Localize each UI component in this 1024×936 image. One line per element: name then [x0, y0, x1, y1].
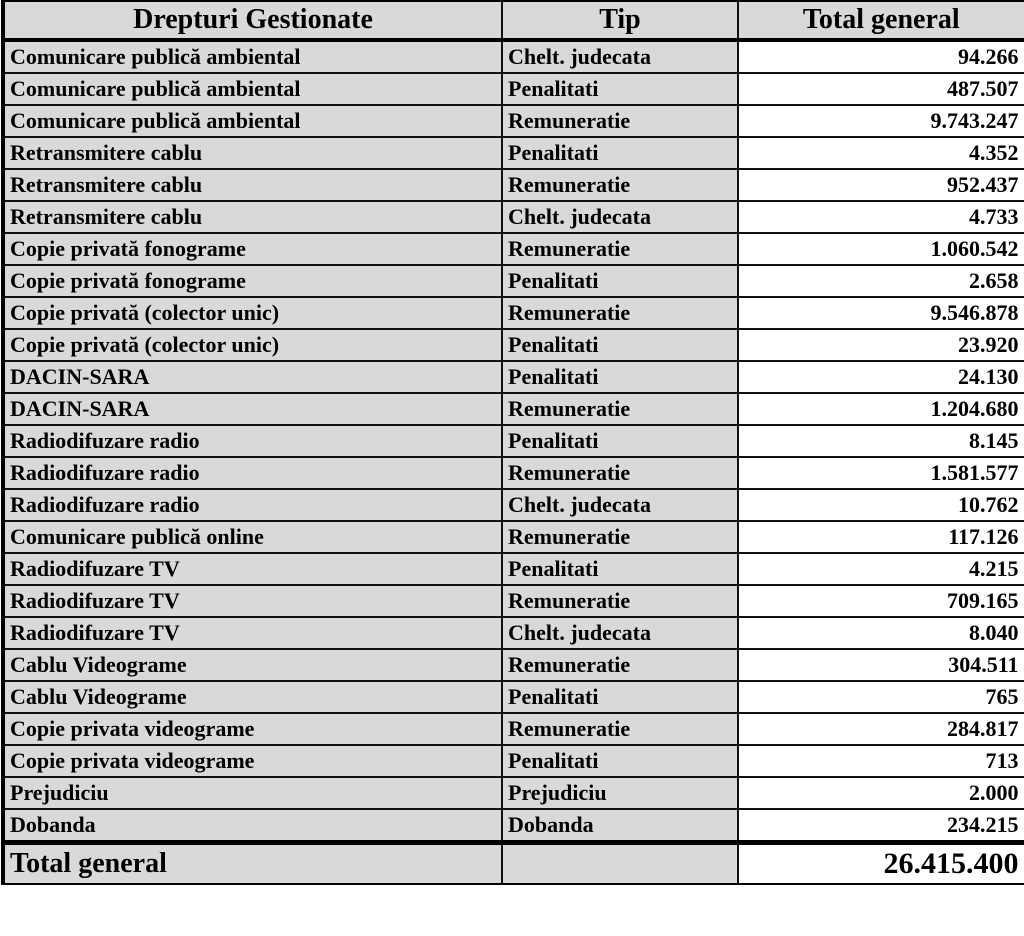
cell-drept: Comunicare publică online: [3, 521, 502, 553]
cell-total: 4.733: [738, 201, 1024, 233]
cell-tip: Penalitati: [502, 265, 738, 297]
cell-drept: Cablu Videograme: [3, 681, 502, 713]
table-row: [3, 233, 1024, 265]
cell-total: 9.743.247: [738, 105, 1024, 137]
table-row: [3, 585, 1024, 617]
cell-total: 1.204.680: [738, 393, 1024, 425]
cell-tip: Remuneratie: [502, 105, 738, 137]
cell-total: 4.352: [738, 137, 1024, 169]
table-row: [3, 361, 1024, 393]
cell-tip: Prejudiciu: [502, 777, 738, 809]
cell-drept: Retransmitere cablu: [3, 201, 502, 233]
cell-drept: Copie privată (colector unic): [3, 329, 502, 361]
cell-total: 304.511: [738, 649, 1024, 681]
cell-total: 2.658: [738, 265, 1024, 297]
cell-drept: DACIN-SARA: [3, 393, 502, 425]
cell-total: 2.000: [738, 777, 1024, 809]
header-total-general: Total general: [738, 1, 1024, 40]
cell-total: 24.130: [738, 361, 1024, 393]
table-row: [3, 457, 1024, 489]
header-drepturi-gestionate: Drepturi Gestionate: [3, 1, 502, 40]
cell-total: 94.266: [738, 40, 1024, 73]
cell-drept: Copie privată fonograme: [3, 233, 502, 265]
cell-tip: Chelt. judecata: [502, 40, 738, 73]
cell-tip: Dobanda: [502, 809, 738, 843]
table-row: [3, 105, 1024, 137]
cell-total: 8.145: [738, 425, 1024, 457]
cell-total: 8.040: [738, 617, 1024, 649]
cell-tip: Remuneratie: [502, 585, 738, 617]
cell-drept: Dobanda: [3, 809, 502, 843]
cell-drept: Copie privată (colector unic): [3, 297, 502, 329]
cell-tip: Penalitati: [502, 329, 738, 361]
cell-drept: Copie privată fonograme: [3, 265, 502, 297]
table-row: [3, 681, 1024, 713]
table-row: [3, 489, 1024, 521]
cell-tip: Chelt. judecata: [502, 489, 738, 521]
table-row: [3, 649, 1024, 681]
cell-tip: Penalitati: [502, 73, 738, 105]
total-tip: [502, 843, 738, 885]
table-row: [3, 553, 1024, 585]
cell-drept: Retransmitere cablu: [3, 169, 502, 201]
cell-drept: Radiodifuzare radio: [3, 489, 502, 521]
total-label: Total general: [3, 843, 502, 885]
cell-drept: Radiodifuzare TV: [3, 617, 502, 649]
cell-drept: DACIN-SARA: [3, 361, 502, 393]
cell-tip: Remuneratie: [502, 713, 738, 745]
cell-drept: Copie privata videograme: [3, 745, 502, 777]
table-row: [3, 40, 1024, 73]
table-row: [3, 201, 1024, 233]
table-row: [3, 169, 1024, 201]
cell-tip: Chelt. judecata: [502, 617, 738, 649]
cell-drept: Comunicare publică ambiental: [3, 73, 502, 105]
cell-total: 9.546.878: [738, 297, 1024, 329]
rights-totals-table: [1, 0, 1024, 885]
cell-tip: Penalitati: [502, 681, 738, 713]
table-row: [3, 265, 1024, 297]
table-row: [3, 713, 1024, 745]
cell-total: 1.060.542: [738, 233, 1024, 265]
table-row: [3, 745, 1024, 777]
header-tip: Tip: [502, 1, 738, 40]
cell-total: 117.126: [738, 521, 1024, 553]
cell-drept: Prejudiciu: [3, 777, 502, 809]
cell-tip: Penalitati: [502, 137, 738, 169]
cell-total: 234.215: [738, 809, 1024, 843]
cell-total: 10.762: [738, 489, 1024, 521]
cell-tip: Penalitati: [502, 553, 738, 585]
cell-tip: Penalitati: [502, 745, 738, 777]
cell-total: 1.581.577: [738, 457, 1024, 489]
cell-tip: Penalitati: [502, 361, 738, 393]
cell-drept: Comunicare publică ambiental: [3, 40, 502, 73]
cell-drept: Radiodifuzare TV: [3, 585, 502, 617]
cell-tip: Remuneratie: [502, 233, 738, 265]
table-row: [3, 393, 1024, 425]
cell-total: 709.165: [738, 585, 1024, 617]
cell-drept: Retransmitere cablu: [3, 137, 502, 169]
table-row: [3, 425, 1024, 457]
cell-total: 4.215: [738, 553, 1024, 585]
cell-tip: Penalitati: [502, 425, 738, 457]
total-row: [3, 843, 1024, 885]
cell-tip: Chelt. judecata: [502, 201, 738, 233]
table-row: [3, 521, 1024, 553]
cell-tip: Remuneratie: [502, 521, 738, 553]
table-row: [3, 297, 1024, 329]
table-row: [3, 809, 1024, 843]
cell-tip: Remuneratie: [502, 649, 738, 681]
table-row: [3, 777, 1024, 809]
cell-total: 713: [738, 745, 1024, 777]
cell-tip: Remuneratie: [502, 169, 738, 201]
cell-drept: Radiodifuzare radio: [3, 457, 502, 489]
cell-total: 487.507: [738, 73, 1024, 105]
header-row: [3, 1, 1024, 40]
cell-total: 284.817: [738, 713, 1024, 745]
cell-tip: Remuneratie: [502, 457, 738, 489]
table-row: [3, 329, 1024, 361]
cell-drept: Radiodifuzare radio: [3, 425, 502, 457]
cell-tip: Remuneratie: [502, 393, 738, 425]
table-row: [3, 617, 1024, 649]
cell-drept: Cablu Videograme: [3, 649, 502, 681]
cell-drept: Comunicare publică ambiental: [3, 105, 502, 137]
table-body: [3, 40, 1024, 843]
cell-drept: Radiodifuzare TV: [3, 553, 502, 585]
cell-tip: Remuneratie: [502, 297, 738, 329]
total-value: 26.415.400: [738, 843, 1024, 885]
cell-drept: Copie privata videograme: [3, 713, 502, 745]
cell-total: 23.920: [738, 329, 1024, 361]
cell-total: 952.437: [738, 169, 1024, 201]
cell-total: 765: [738, 681, 1024, 713]
table-row: [3, 73, 1024, 105]
table-row: [3, 137, 1024, 169]
